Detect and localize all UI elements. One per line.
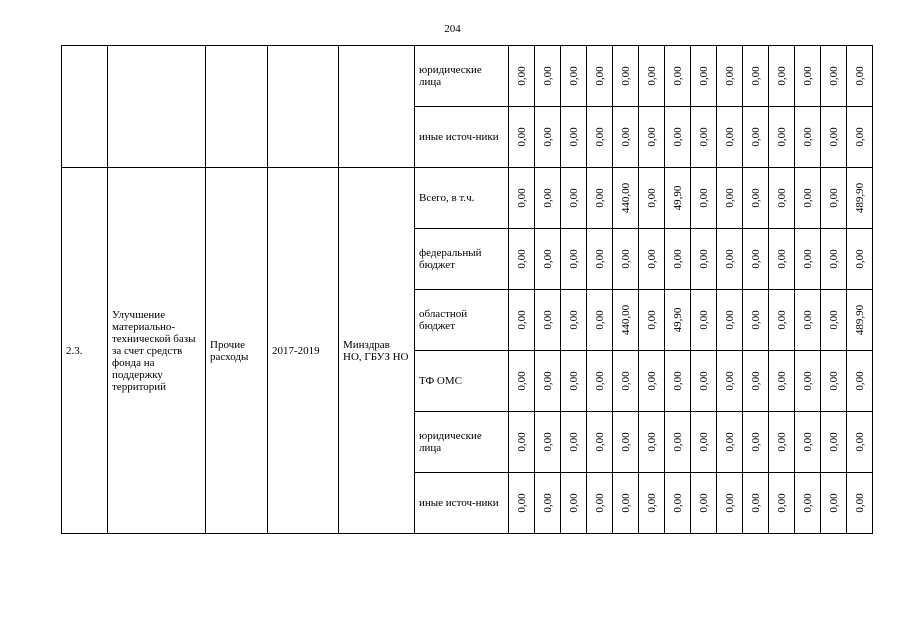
value-text: 0,00: [853, 127, 866, 147]
value-cell: [821, 290, 847, 351]
value-cell: [847, 351, 873, 412]
value-cell: [769, 473, 795, 534]
value-text: 0,00: [697, 432, 710, 452]
value-text: 0,00: [749, 493, 762, 513]
value-text: 0,00: [645, 127, 658, 147]
value-text: 0,00: [723, 432, 736, 452]
value-cell: [561, 351, 587, 412]
value-cell: [717, 107, 743, 168]
value-text: 0,00: [541, 127, 554, 147]
value-text: 0,00: [515, 310, 528, 330]
value-text: 0,00: [593, 127, 606, 147]
value-text: 0,00: [697, 493, 710, 513]
value-text: 0,00: [645, 249, 658, 269]
value-text: 0,00: [645, 371, 658, 391]
value-text: 0,00: [723, 127, 736, 147]
table-row: [62, 168, 873, 229]
value-text: 440,00: [619, 182, 632, 214]
value-cell: [613, 168, 639, 229]
value-cell: [613, 412, 639, 473]
value-text: 0,00: [775, 188, 788, 208]
value-text: 0,00: [593, 66, 606, 86]
value-cell: [509, 229, 535, 290]
value-cell: [639, 290, 665, 351]
value-text: 489,90: [853, 182, 866, 214]
value-text: 0,00: [541, 66, 554, 86]
value-cell: [769, 46, 795, 107]
number-cell: [62, 46, 108, 168]
value-cell: [717, 229, 743, 290]
value-cell: [691, 412, 717, 473]
value-cell: [535, 290, 561, 351]
value-text: 0,00: [749, 371, 762, 391]
value-cell: [509, 46, 535, 107]
value-text: 0,00: [775, 249, 788, 269]
value-text: 0,00: [541, 188, 554, 208]
value-cell: [665, 473, 691, 534]
value-cell: [743, 412, 769, 473]
value-cell: [639, 46, 665, 107]
value-text: 0,00: [775, 493, 788, 513]
executor-cell: [339, 46, 415, 168]
value-cell: [691, 107, 717, 168]
value-cell: [535, 351, 561, 412]
value-text: 0,00: [801, 371, 814, 391]
value-cell: [691, 290, 717, 351]
value-cell: [561, 229, 587, 290]
value-text: 0,00: [723, 310, 736, 330]
value-cell: [535, 168, 561, 229]
value-text: 0,00: [697, 127, 710, 147]
value-text: 0,00: [827, 432, 840, 452]
value-cell: [613, 107, 639, 168]
value-cell: [821, 473, 847, 534]
value-text: 0,00: [645, 493, 658, 513]
name-cell: [108, 46, 206, 168]
value-cell: [665, 107, 691, 168]
period-cell: [268, 46, 339, 168]
value-text: 0,00: [801, 188, 814, 208]
value-text: 0,00: [567, 310, 580, 330]
value-text: 0,00: [827, 249, 840, 269]
value-cell: [665, 46, 691, 107]
value-cell: [717, 412, 743, 473]
value-cell: [561, 473, 587, 534]
value-cell: [769, 412, 795, 473]
value-text: 0,00: [515, 371, 528, 391]
value-cell: [743, 107, 769, 168]
value-text: 0,00: [593, 249, 606, 269]
value-cell: [509, 107, 535, 168]
value-text: 0,00: [749, 66, 762, 86]
value-text: 0,00: [671, 371, 684, 391]
value-text: 0,00: [515, 493, 528, 513]
value-cell: [691, 168, 717, 229]
value-text: 0,00: [827, 371, 840, 391]
value-text: 440,00: [619, 304, 632, 336]
value-text: 0,00: [593, 432, 606, 452]
value-text: 0,00: [853, 249, 866, 269]
value-text: 0,00: [775, 371, 788, 391]
value-cell: [613, 290, 639, 351]
value-text: 0,00: [619, 127, 632, 147]
value-cell: [769, 168, 795, 229]
value-cell: [743, 351, 769, 412]
value-cell: [717, 46, 743, 107]
value-cell: [821, 46, 847, 107]
value-text: 0,00: [749, 432, 762, 452]
value-text: 49,90: [671, 185, 684, 211]
value-text: 49,90: [671, 307, 684, 333]
value-cell: [795, 46, 821, 107]
value-text: 0,00: [671, 493, 684, 513]
value-text: 0,00: [593, 188, 606, 208]
value-cell: [743, 290, 769, 351]
value-text: 0,00: [619, 432, 632, 452]
item-executor: Минздрав НО, ГБУЗ НО: [339, 168, 415, 534]
value-text: 0,00: [567, 66, 580, 86]
value-text: 0,00: [515, 249, 528, 269]
value-cell: [665, 351, 691, 412]
value-cell: [639, 473, 665, 534]
value-cell: [509, 290, 535, 351]
table-row: [62, 46, 873, 107]
source-cell: юридические лица: [415, 46, 509, 107]
value-cell: [743, 46, 769, 107]
value-cell: [665, 168, 691, 229]
value-text: 0,00: [801, 310, 814, 330]
expense-type-cell: [206, 46, 268, 168]
value-text: 0,00: [671, 66, 684, 86]
value-text: 0,00: [645, 432, 658, 452]
value-text: 0,00: [827, 66, 840, 86]
value-cell: [613, 351, 639, 412]
value-cell: [535, 412, 561, 473]
value-cell: [587, 107, 613, 168]
value-cell: [743, 229, 769, 290]
source-cell: ТФ ОМС: [415, 351, 509, 412]
value-text: 0,00: [541, 249, 554, 269]
value-text: 0,00: [723, 249, 736, 269]
value-text: 0,00: [515, 432, 528, 452]
value-cell: [509, 473, 535, 534]
value-text: 0,00: [567, 249, 580, 269]
source-cell: иные источ-ники: [415, 107, 509, 168]
value-text: 0,00: [619, 371, 632, 391]
value-text: 0,00: [645, 66, 658, 86]
value-cell: [561, 107, 587, 168]
value-cell: [847, 473, 873, 534]
value-cell: [717, 473, 743, 534]
value-text: 0,00: [723, 66, 736, 86]
value-text: 0,00: [541, 493, 554, 513]
value-cell: [847, 46, 873, 107]
source-cell: Всего, в т.ч.: [415, 168, 509, 229]
value-cell: [743, 473, 769, 534]
value-cell: [847, 412, 873, 473]
value-text: 0,00: [593, 493, 606, 513]
value-cell: [691, 473, 717, 534]
value-cell: [587, 473, 613, 534]
value-text: 0,00: [853, 432, 866, 452]
value-text: 0,00: [723, 493, 736, 513]
value-cell: [509, 412, 535, 473]
value-text: 0,00: [567, 188, 580, 208]
value-cell: [561, 168, 587, 229]
value-cell: [769, 107, 795, 168]
value-text: 0,00: [723, 371, 736, 391]
value-cell: [587, 229, 613, 290]
value-cell: [795, 229, 821, 290]
value-text: 0,00: [801, 493, 814, 513]
item-period: 2017-2019: [268, 168, 339, 534]
value-cell: [535, 473, 561, 534]
value-cell: [665, 229, 691, 290]
value-cell: [587, 351, 613, 412]
value-cell: [769, 351, 795, 412]
value-cell: [691, 351, 717, 412]
value-cell: [717, 351, 743, 412]
value-text: 0,00: [671, 249, 684, 269]
value-cell: [613, 473, 639, 534]
value-text: 0,00: [567, 127, 580, 147]
value-cell: [639, 107, 665, 168]
value-cell: [795, 107, 821, 168]
value-text: 0,00: [619, 249, 632, 269]
value-text: 0,00: [775, 432, 788, 452]
value-cell: [509, 351, 535, 412]
value-text: 0,00: [801, 249, 814, 269]
value-text: 0,00: [827, 493, 840, 513]
value-text: 0,00: [515, 188, 528, 208]
value-cell: [509, 168, 535, 229]
value-cell: [613, 46, 639, 107]
value-text: 0,00: [749, 249, 762, 269]
value-cell: [535, 46, 561, 107]
value-cell: [561, 412, 587, 473]
value-cell: [717, 290, 743, 351]
value-cell: [665, 290, 691, 351]
value-text: 0,00: [853, 493, 866, 513]
value-cell: [795, 412, 821, 473]
value-cell: [795, 168, 821, 229]
source-cell: юридические лица: [415, 412, 509, 473]
value-cell: [587, 46, 613, 107]
value-cell: [795, 351, 821, 412]
value-text: 0,00: [593, 371, 606, 391]
value-cell: [769, 290, 795, 351]
value-cell: [639, 351, 665, 412]
value-text: 0,00: [619, 66, 632, 86]
value-cell: [587, 290, 613, 351]
value-text: 0,00: [567, 432, 580, 452]
item-expense-type: Прочие расходы: [206, 168, 268, 534]
value-cell: [821, 107, 847, 168]
value-cell: [535, 229, 561, 290]
source-cell: областной бюджет: [415, 290, 509, 351]
value-cell: [691, 229, 717, 290]
value-cell: [717, 168, 743, 229]
value-text: 0,00: [567, 493, 580, 513]
value-text: 0,00: [749, 127, 762, 147]
value-cell: [587, 168, 613, 229]
value-cell: [613, 229, 639, 290]
value-text: 0,00: [775, 127, 788, 147]
value-text: 0,00: [775, 66, 788, 86]
value-cell: [795, 473, 821, 534]
value-text: 0,00: [853, 66, 866, 86]
value-text: 0,00: [541, 371, 554, 391]
value-cell: [561, 290, 587, 351]
value-cell: [535, 107, 561, 168]
value-cell: [821, 168, 847, 229]
value-cell: [691, 46, 717, 107]
page-number: 204: [444, 23, 461, 35]
value-text: 0,00: [801, 127, 814, 147]
value-text: 0,00: [645, 188, 658, 208]
value-cell: [665, 412, 691, 473]
value-cell: [639, 412, 665, 473]
value-text: 0,00: [541, 432, 554, 452]
budget-table: [61, 45, 873, 534]
value-cell: [639, 229, 665, 290]
item-name: Улучшение материально-технической базы за счет средств фонда на поддержку территорий: [108, 168, 206, 534]
value-text: 0,00: [515, 66, 528, 86]
value-text: 0,00: [827, 310, 840, 330]
value-text: 0,00: [593, 310, 606, 330]
value-text: 0,00: [801, 66, 814, 86]
value-text: 0,00: [671, 127, 684, 147]
value-cell: [847, 290, 873, 351]
value-text: 0,00: [801, 432, 814, 452]
value-cell: [561, 46, 587, 107]
value-cell: [639, 168, 665, 229]
value-cell: [743, 168, 769, 229]
value-text: 0,00: [723, 188, 736, 208]
value-text: 489,90: [853, 304, 866, 336]
value-text: 0,00: [567, 371, 580, 391]
value-text: 0,00: [697, 371, 710, 391]
value-text: 0,00: [541, 310, 554, 330]
value-text: 0,00: [853, 371, 866, 391]
value-cell: [795, 290, 821, 351]
value-cell: [587, 412, 613, 473]
value-cell: [821, 229, 847, 290]
value-text: 0,00: [697, 310, 710, 330]
value-cell: [821, 351, 847, 412]
value-text: 0,00: [749, 310, 762, 330]
value-text: 0,00: [619, 493, 632, 513]
value-text: 0,00: [515, 127, 528, 147]
value-cell: [847, 107, 873, 168]
value-cell: [769, 229, 795, 290]
value-text: 0,00: [775, 310, 788, 330]
value-text: 0,00: [697, 188, 710, 208]
value-text: 0,00: [827, 127, 840, 147]
value-text: 0,00: [827, 188, 840, 208]
value-text: 0,00: [749, 188, 762, 208]
value-cell: [847, 168, 873, 229]
value-text: 0,00: [645, 310, 658, 330]
table-body: [62, 46, 873, 534]
source-cell: федеральный бюджет: [415, 229, 509, 290]
value-text: 0,00: [697, 249, 710, 269]
source-cell: иные источ-ники: [415, 473, 509, 534]
value-cell: [821, 412, 847, 473]
value-text: 0,00: [671, 432, 684, 452]
item-number: 2.3.: [62, 168, 108, 534]
value-cell: [847, 229, 873, 290]
value-text: 0,00: [697, 66, 710, 86]
